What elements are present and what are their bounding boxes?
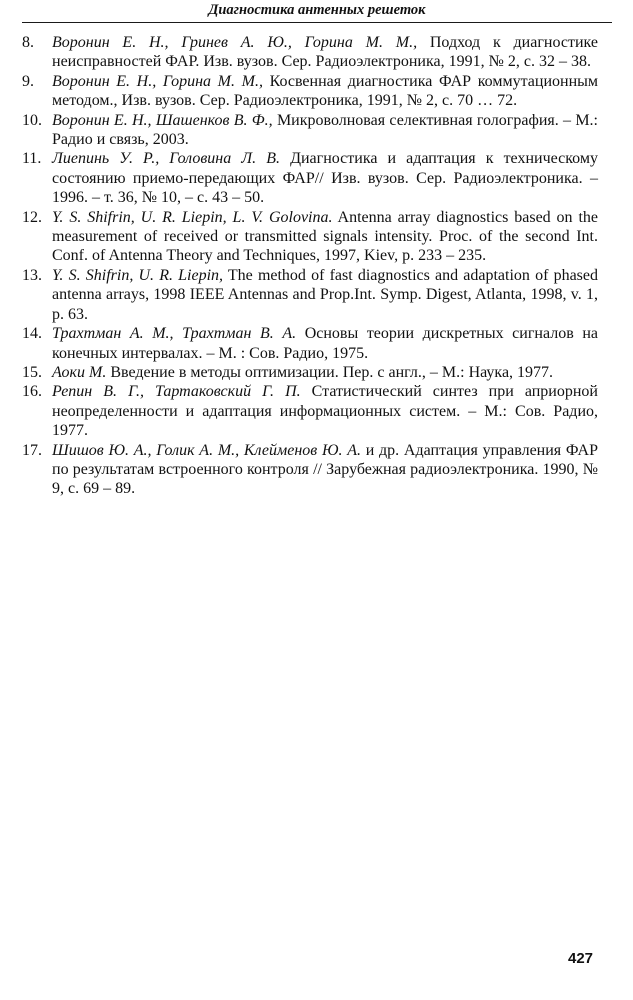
- reference-entry: [52, 33, 598, 72]
- reference-list: [22, 33, 598, 499]
- reference-number: 10.: [22, 111, 42, 129]
- running-head: [22, 0, 612, 23]
- reference-text: Диагностика и адаптация к техническому состоянию приемо-передающих ФАР// Изв. вузов. Сер. Радиоэлектроника. – 1996. – т. 36, № 10, – с. 43 – 50.: [52, 150, 599, 207]
- reference-item: [22, 363, 598, 382]
- reference-number: 15.: [22, 363, 42, 381]
- reference-entry: [52, 363, 598, 382]
- reference-number: 9.: [22, 72, 34, 90]
- reference-entry: [52, 149, 598, 207]
- reference-text: и др. Адаптация управления ФАР по результатам встроенного контроля // Зарубежная радиоэлектроника. 1990, № 9, с. 69 – 89.: [52, 441, 598, 498]
- reference-text: Косвенная диагностика ФАР коммутационным методом., Изв. вузов. Сер. Радиоэлектроника, 1991, № 2, с. 70 … 72.: [52, 72, 599, 110]
- reference-authors: Воронин Е. Н., Горина М. М.,: [52, 72, 263, 90]
- reference-number: 17.: [22, 441, 42, 459]
- reference-entry: [52, 72, 598, 111]
- reference-number: 12.: [22, 208, 42, 226]
- reference-item: [22, 149, 598, 207]
- reference-entry: [52, 208, 598, 266]
- reference-number: 14.: [22, 325, 42, 343]
- reference-entry: [52, 441, 598, 499]
- page-number: 427: [568, 950, 594, 967]
- reference-authors: Лиепинь У. Р., Головина Л. В.: [52, 150, 280, 168]
- reference-item: [22, 382, 598, 440]
- reference-number: 8.: [22, 34, 34, 51]
- reference-text: Подход к диагностике неисправностей ФАР. Изв. вузов. Сер. Радиоэлектроника, 1991, № 2, с. 32 – 38.: [52, 34, 598, 71]
- reference-authors: Репин В. Г., Тартаковский Г. П.: [52, 383, 301, 401]
- reference-authors: Y. S. Shifrin, U. R. Liepin, L. V. Golovina.: [52, 208, 333, 226]
- reference-authors: Воронин Е. Н., Шашенков В. Ф.,: [52, 111, 273, 129]
- reference-number: 11.: [22, 150, 42, 168]
- reference-entry: [52, 266, 598, 324]
- reference-number: 13.: [22, 266, 42, 284]
- reference-authors: Y. S. Shifrin, U. R. Liepin,: [52, 266, 224, 284]
- running-title: Диагностика антенных решеток: [208, 2, 426, 18]
- reference-item: [22, 111, 598, 150]
- reference-authors: Аоки М.: [52, 363, 107, 381]
- reference-authors: Воронин Е. Н., Гринев А. Ю., Горина М. М.,: [52, 34, 418, 51]
- reference-text: Основы теории дискретных сигналов на конечных интервалах. – М. : Сов. Радио, 1975.: [52, 325, 598, 362]
- reference-item: [22, 33, 598, 72]
- reference-number: 16.: [22, 383, 42, 401]
- reference-authors: Шишов Ю. А., Голик А. М., Клейменов Ю. А.: [52, 441, 361, 459]
- reference-item: [22, 441, 598, 499]
- reference-item: [22, 208, 598, 266]
- reference-authors: Трахтман А. М., Трахтман В. А.: [52, 325, 297, 343]
- reference-item: [22, 324, 598, 363]
- reference-entry: [52, 111, 598, 150]
- reference-item: [22, 72, 598, 111]
- reference-text: Микроволновая селективная голография. – М.: Радио и связь, 2003.: [52, 111, 598, 149]
- reference-entry: [52, 324, 598, 363]
- reference-text: Введение в методы оптимизации. Пер. с англ., – М.: Наука, 1977.: [106, 363, 554, 381]
- reference-text: The method of fast diagnostics and adaptation of phased antenna arrays, 1998 IEEE Antennas and Prop.Int. Symp. Digest, Atlanta, 1998, v. 1, p. 63.: [52, 266, 598, 323]
- reference-text: Статистический синтез при априорной неопределенности и адаптация информационных систем. – М.: Сов. Радио, 1977.: [52, 383, 598, 440]
- reference-entry: [52, 382, 598, 440]
- reference-item: [22, 266, 598, 324]
- reference-text: Antenna array diagnostics based on the measurement of received or transmitted signals intensity. Proc. of the second Int. Conf. of Antenna Theory and Techniques, 1997, Kiev, p. 233 – 235.: [52, 208, 598, 265]
